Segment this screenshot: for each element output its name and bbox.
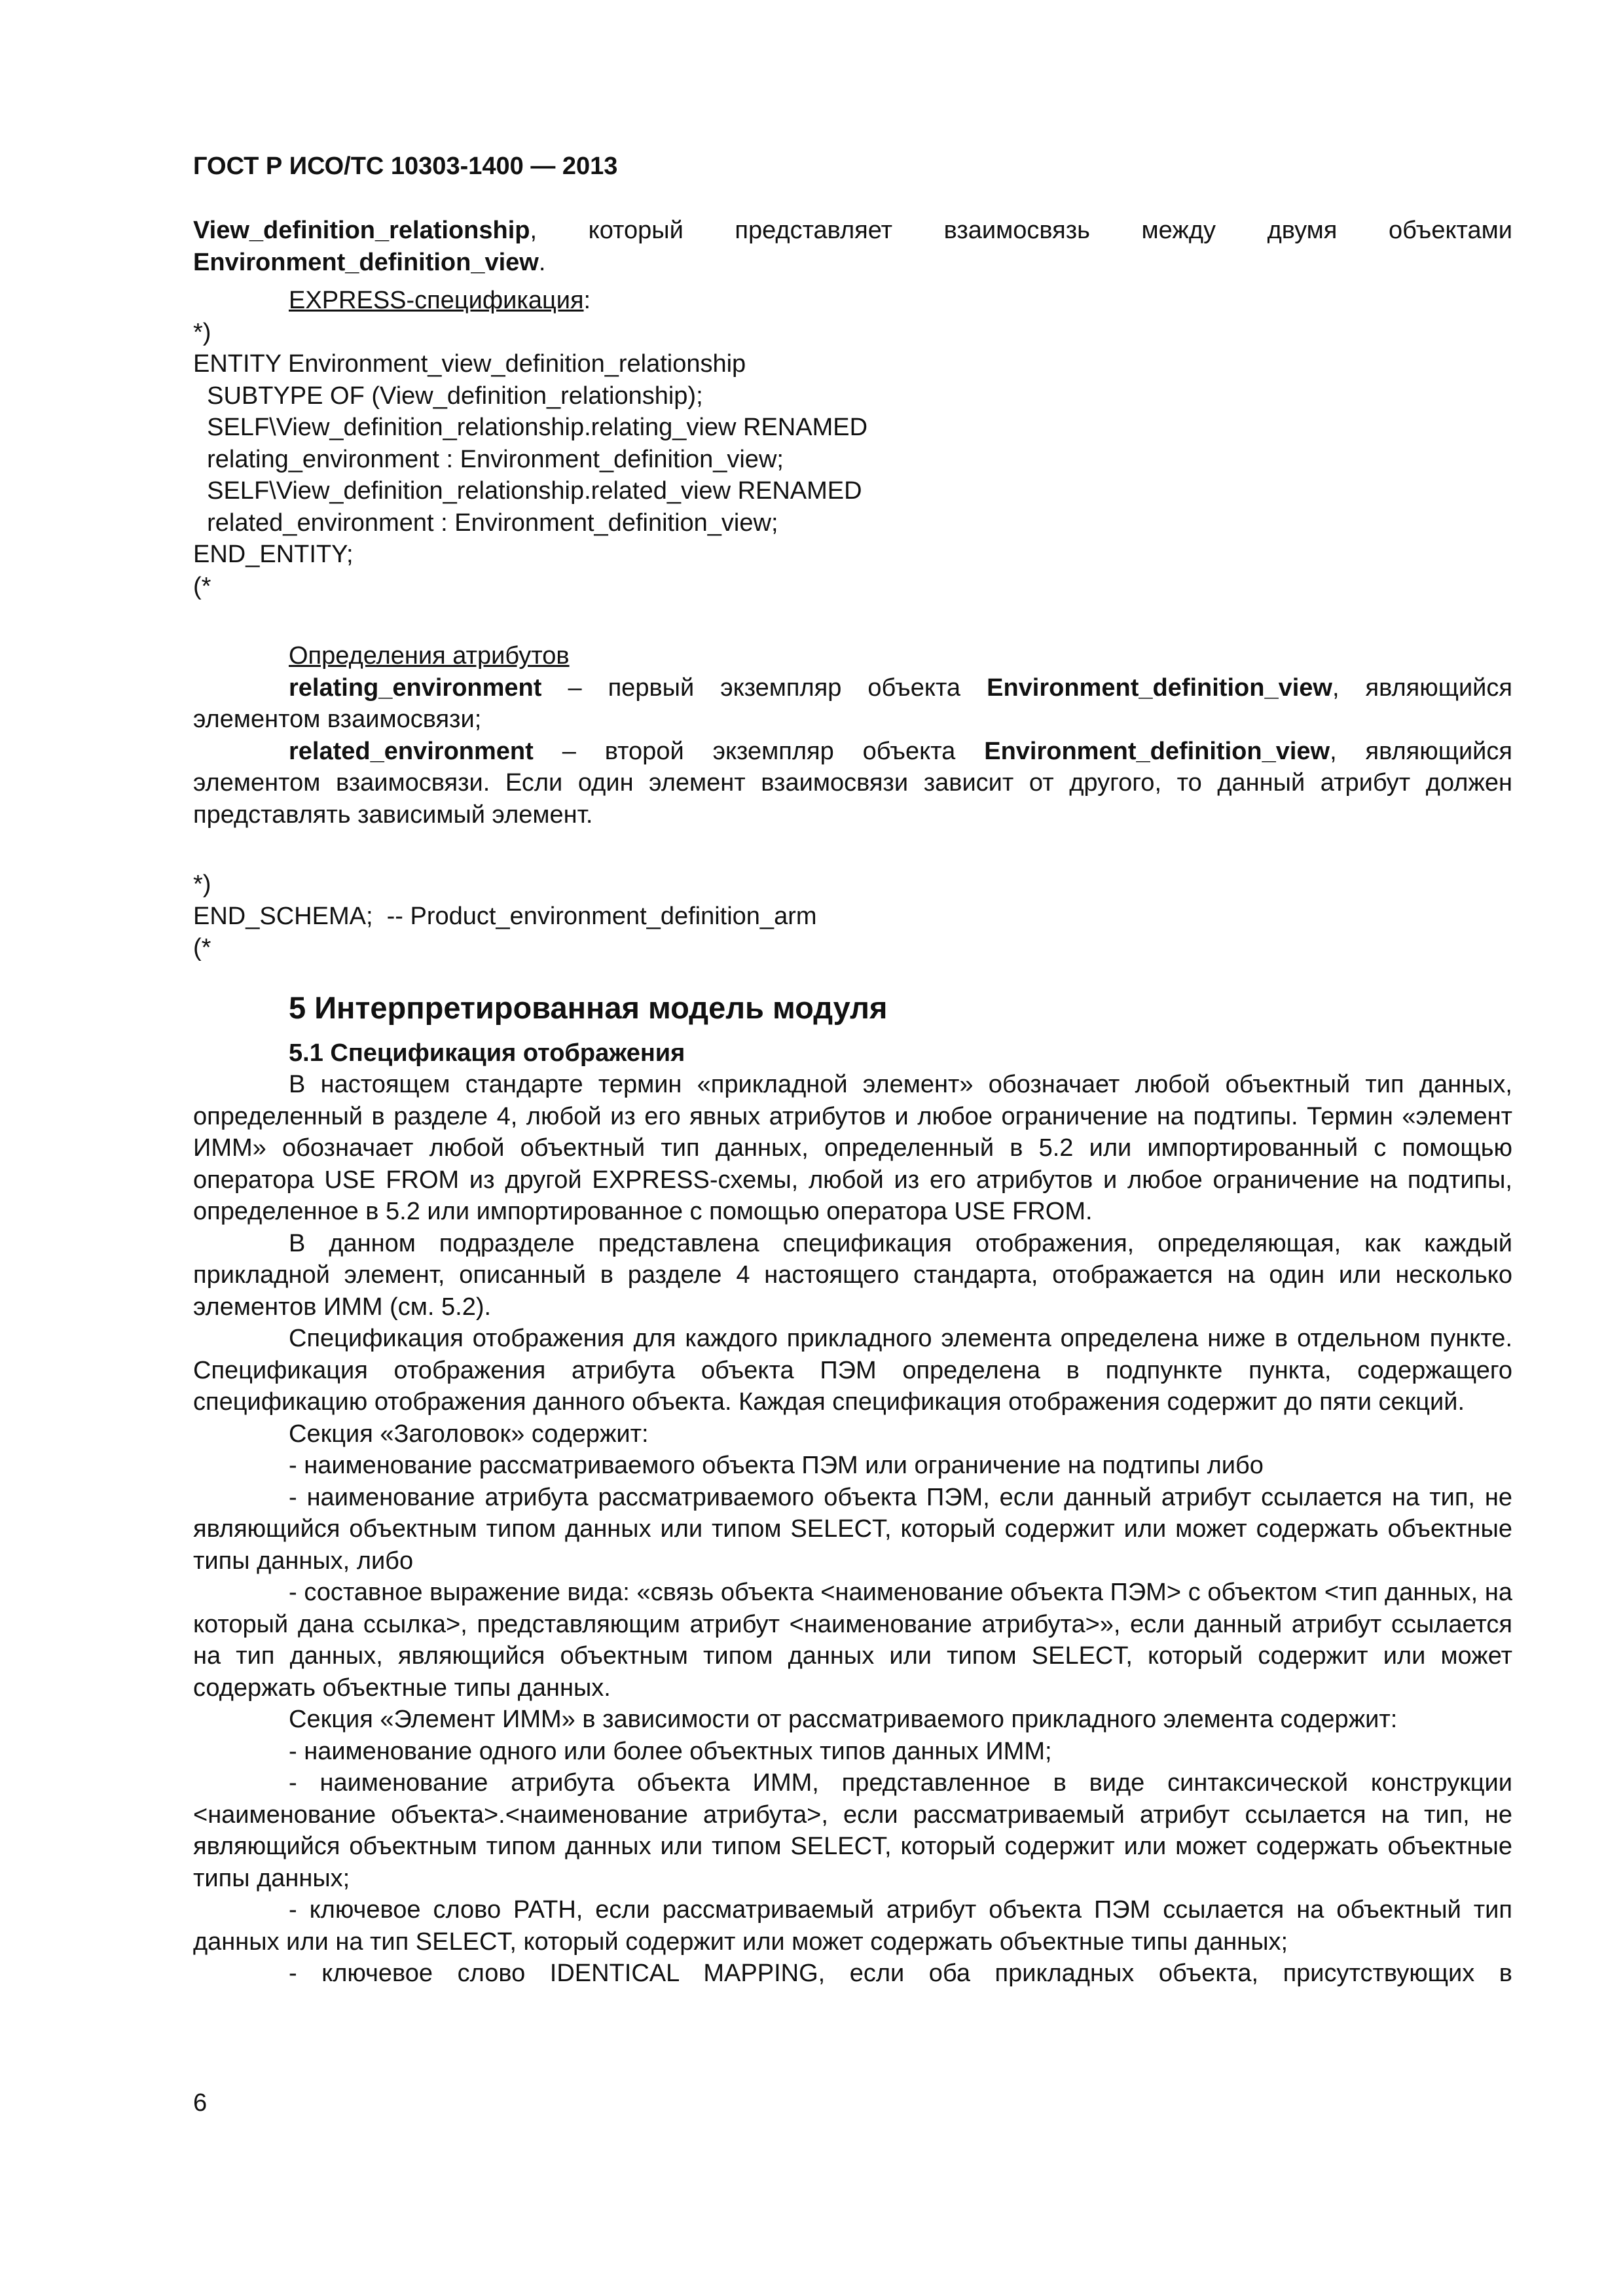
attribute-text: – первый экземпляр объекта: [541, 673, 987, 702]
standard-header: ГОСТ Р ИСО/ТС 10303-1400 — 2013: [193, 152, 618, 180]
code-line: ENTITY Environment_view_definition_relationship: [193, 350, 746, 378]
attribute-object: Environment_definition_view: [987, 673, 1332, 702]
attribute-definition: [193, 672, 1512, 736]
attribute-definition: [193, 736, 1512, 831]
subsection-title: 5.1 Спецификация отображения: [289, 1039, 685, 1067]
paragraph: В настоящем стандарте термин «прикладной элемент» обозначает любой объектный тип данных, определенный в разделе 4, любой из его явных атрибутов и любое ограничение на подтипы. Термин «элемент ИММ» обозначает любой объектный тип данных, определенный в 5.2 или импортированный с помощью оператора USE FROM из другой EXPRESS-схемы, любой из его атрибутов и любое ограничение на подтипы, определенное в 5.2 или импортированное с помощью оператора USE FROM.: [193, 1071, 1512, 1225]
code-line: END_ENTITY;: [193, 541, 354, 568]
intro-text-2: .: [538, 248, 546, 276]
list-item: - ключевое слово PATH, если рассматриваемый атрибут объекта ПЭМ ссылается на объектный тип данных или на тип SELECT, который содержит или может содержать объектные типы данных;: [193, 1896, 1512, 1956]
express-code-block: [193, 317, 1512, 603]
attribute-term: related_environment: [289, 737, 534, 765]
code-line: (*: [193, 934, 211, 961]
code-line: (*: [193, 572, 211, 600]
code-line: SELF\View_definition_relationship.relating_view RENAMED: [193, 414, 868, 441]
paragraph: Секция «Элемент ИММ» в зависимости от рассматриваемого прикладного элемента содержит:: [289, 1706, 1398, 1733]
spacer: [193, 602, 1512, 640]
intro-term-2: Environment_definition_view: [193, 248, 539, 276]
attributes-heading: Определения атрибутов: [289, 642, 570, 670]
list-item: - составное выражение вида: «связь объекта <наименование объекта ПЭМ> с объектом <тип данных, на который дана ссылка>, представляющим атрибут <наименование атрибута>», если данный атрибут ссылается на тип данных, являющийся объектным типом данных или типом SELECT, который содержит или может содержать объектные типы данных.: [193, 1579, 1512, 1702]
attribute-text: , являющийся элементом взаимосвязи. Если один элемент взаимосвязи зависит от другого, то данный атрибут должен представлять зависимый элемент.: [193, 737, 1512, 829]
express-label: EXPRESS-спецификация: [289, 287, 584, 314]
express-colon: :: [583, 287, 591, 314]
attribute-text: , являющийся элементом взаимосвязи;: [193, 673, 1512, 733]
code-line: *): [193, 318, 211, 346]
paragraph: В данном подразделе представлена спецификация отображения, определяющая, как каждый прикладной элемент, описанный в разделе 4 настоящего стандарта, отображается на один или несколько элементов ИММ (см. 5.2).: [193, 1229, 1512, 1321]
schema-end-block: [193, 869, 1512, 964]
code-line: relating_environment : Environment_definition_view;: [193, 445, 784, 473]
intro-text-1: , который представляет взаимосвязь между двумя объектами: [530, 217, 1512, 244]
page-number: 6: [193, 2089, 208, 2117]
express-label-line: [193, 285, 1512, 317]
code-line: *): [193, 870, 211, 898]
page-body: [193, 215, 1512, 1990]
spacer: [193, 831, 1512, 869]
paragraph: Секция «Заголовок» содержит:: [289, 1420, 649, 1448]
code-line: SELF\View_definition_relationship.related_view RENAMED: [193, 477, 862, 505]
section-title: 5 Интерпретированная модель модуля: [289, 990, 888, 1025]
attribute-text: – второй экземпляр объекта: [533, 737, 985, 765]
code-line: SUBTYPE OF (View_definition_relationship);: [193, 382, 703, 410]
code-line: END_SCHEMA; -- Product_environment_definition_arm: [193, 902, 817, 930]
list-item: - наименование рассматриваемого объекта ПЭМ или ограничение на подтипы либо: [289, 1452, 1264, 1479]
list-item: - наименование одного или более объектных типов данных ИММ;: [289, 1737, 1052, 1765]
attribute-object: Environment_definition_view: [984, 737, 1330, 765]
attribute-term: relating_environment: [289, 673, 542, 702]
intro-paragraph: [193, 215, 1512, 278]
intro-term-1: View_definition_relationship: [193, 217, 530, 244]
attributes-heading-line: [193, 640, 1512, 672]
paragraph: Спецификация отображения для каждого прикладного элемента определена ниже в отдельном пункте. Спецификация отображения атрибута объекта ПЭМ определена в подпункте пункта, содержащего спецификацию отображения данного объекта. Каждая спецификация отображения содержит до пяти секций.: [193, 1325, 1512, 1416]
list-item: - наименование атрибута рассматриваемого объекта ПЭМ, если данный атрибут ссылается на тип, не являющийся объектным типом данных или типом SELECT, который содержит или может содержать объектные типы данных, либо: [193, 1483, 1512, 1575]
list-item: - ключевое слово IDENTICAL MAPPING, если оба прикладных объекта, присутствующих в: [289, 1960, 1512, 1987]
code-line: related_environment : Environment_definition_view;: [193, 509, 778, 537]
list-item: - наименование атрибута объекта ИММ, представленное в виде синтаксической конструкции <наименование объекта>.<наименование атрибута>, если рассматриваемый атрибут ссылается на тип, не являющийся объектным типом данных или типом SELECT, который содержит или может содержать объектные типы данных;: [193, 1769, 1512, 1892]
